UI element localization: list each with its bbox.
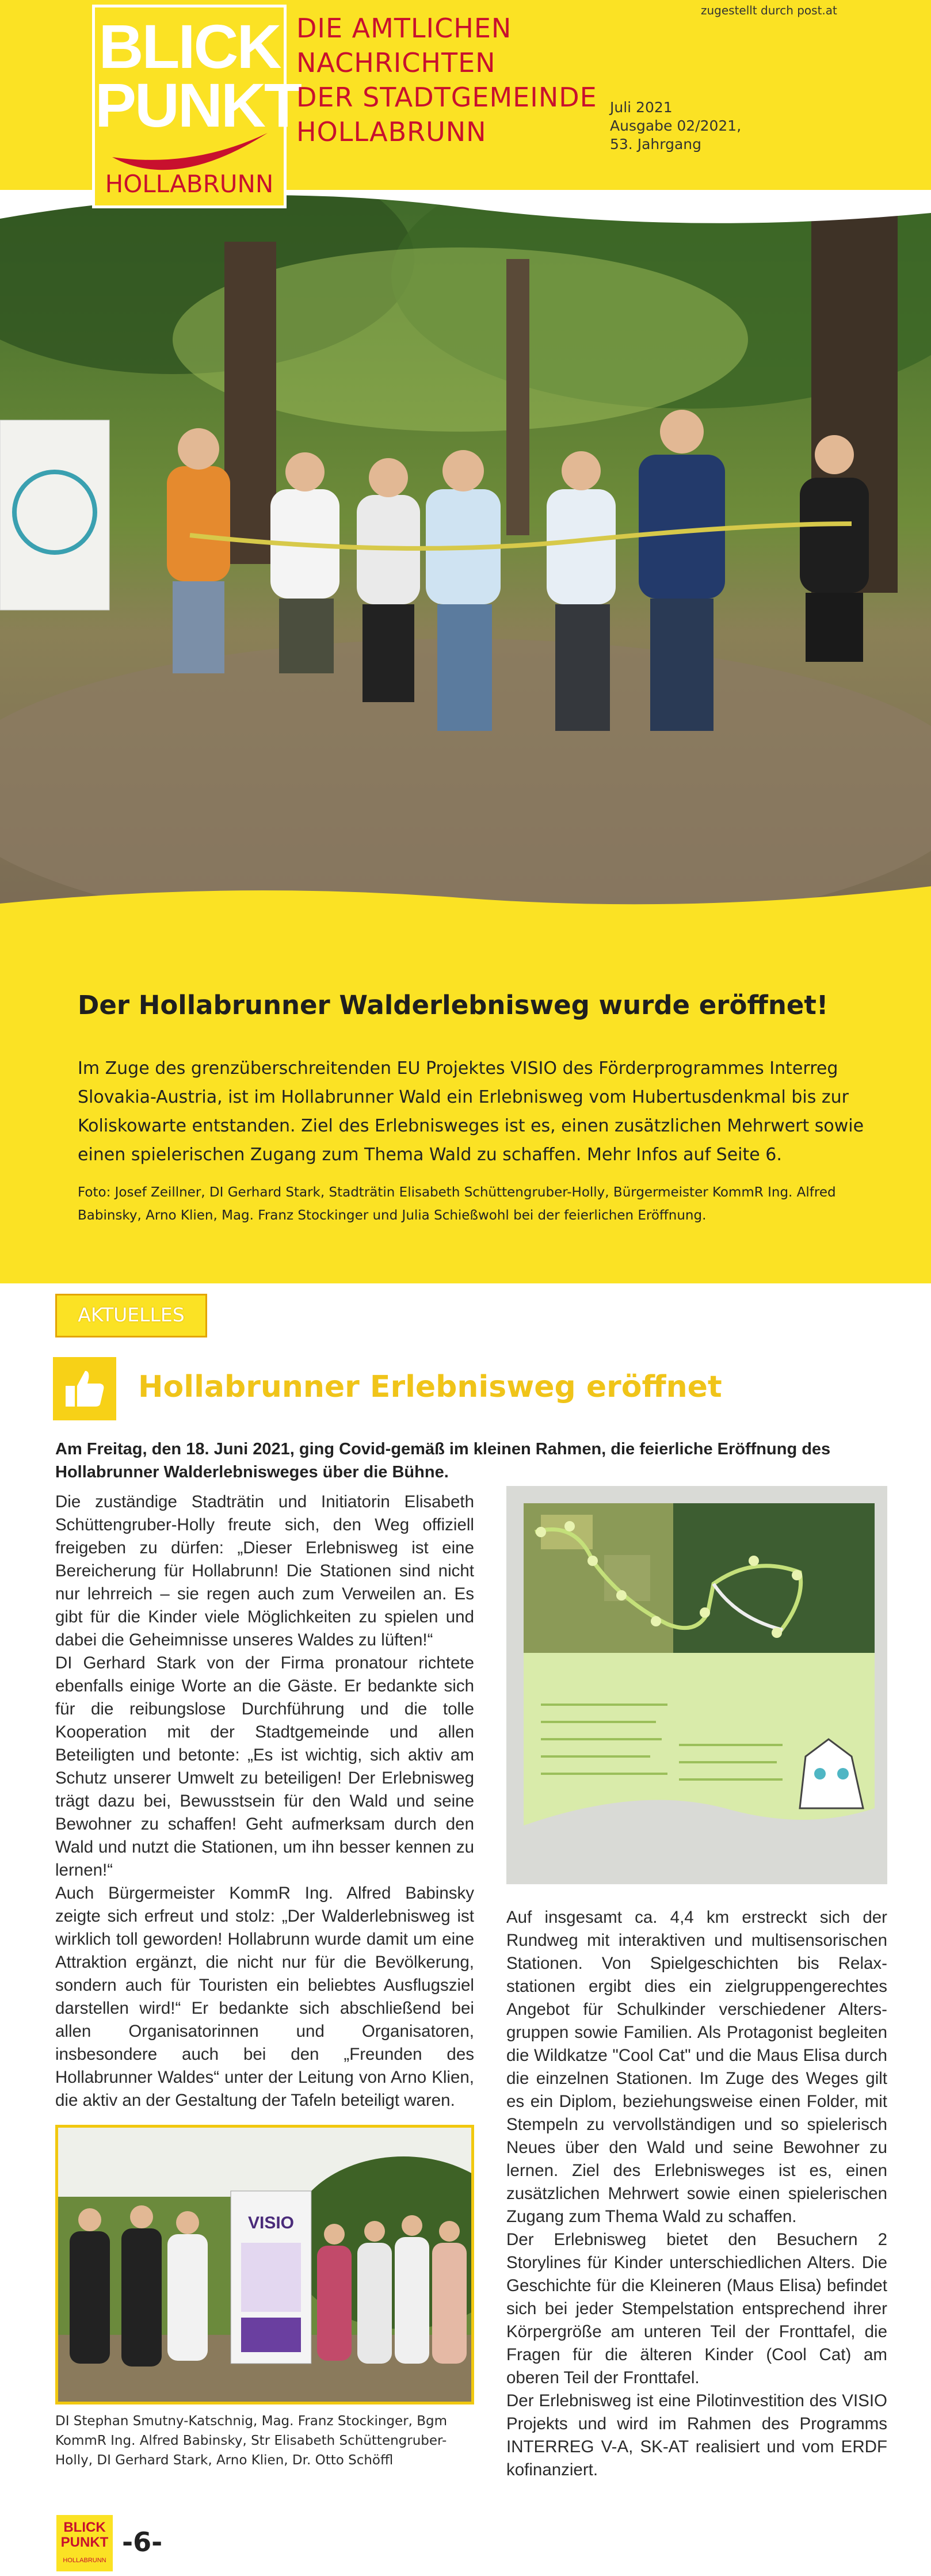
masthead-title-line-2: NACHRICHTEN (296, 47, 496, 78)
thumbs-up-badge (53, 1357, 116, 1420)
cover-teaser-text: Im Zuge des grenzüberschreitenden EU Projektes VISIO des Förderprogrammes Interreg Slovakia-Austria, ist im Hollabrunner Wald ein Erlebnisweg vom Hubertusdenkmal bis zur Koliskowarte entstanden. Ziel des Erlebnisweges ist es, einen zusätzlichen Mehrwert sowie einen spielerischen Zugang zum Thema Wald zu schaffen. Mehr Infos auf Seite 6. (78, 1058, 864, 1165)
group-photo-caption: DI Stephan Smutny-Katschnig, Mag. Franz Stockinger, Bgm KommR Ing. Alfred Babinsky, Str Elisabeth Schüttengruber-Holly, DI Gerhard Stark, Arno Klien, Dr. Otto Schöffl (55, 2414, 448, 2468)
paragraph-rundweg: Auf insgesamt ca. 4,4 km erstreckt sich der Rundweg mit interaktiven und multisensorischen Stationen. Von Spielgeschichten bis Relax-stationen ergibt dies ein zielgruppengerechtes Angebot für Schulkinder verschiedener Alters-gruppen sowie Familien. Als Protagonist begleiten die Wildkatze "Cool Cat" und die Maus Elisa durch die einzelnen Stationen. Im Zuge des Weges gilt es ein Diplom, beziehungsweise einen Folder, mit Stempeln zu vervollständigen und so spielerisch Neues über den Wald und seine Bewohner zu lernen. Ziel des Erlebnisweges ist es, einen zusätzlichen Mehrwert sowie einen spielerischen Zugang zum Thema Wald zu schaffen. (506, 1908, 887, 2226)
trail-map (506, 1486, 887, 1884)
cover-photo-caption: Foto: Josef Zeillner, DI Gerhard Stark, Stadträtin Elisabeth Schüttengruber-Holly, Bürgermeister KommR Ing. Alfred Babinsky, Arno Klien, Mag. Franz Stockinger und Julia Schießwohl bei der feierlichen Eröffnung. (78, 1185, 836, 1223)
logo-word-blick: BLICK (98, 12, 280, 81)
footer-logo-blick: BLICK (63, 2520, 106, 2535)
masthead-title-line-3: DER STADTGEMEINDE (296, 82, 597, 113)
masthead-title-line-1: DIE AMTLICHEN (296, 13, 512, 44)
logo-word-punkt: PUNKT (95, 70, 300, 140)
issue-year: 53. Jahrgang (610, 136, 701, 153)
article-left-column (55, 1491, 474, 2112)
paragraph-stark: DI Gerhard Stark von der Firma pronatour richtete ebenfalls einige Worte an die Gäste. Er bedankte sich für die reibungslose Durchführung und die tolle Kooperation mit der Stadtgemeinde und allen Beteiligten und betonte: „Es ist wichtig, sich aktiv am Schutz unserer Umwelt zu beteiligen! Der Erlebnisweg trägt dazu bei, Bewusstsein für den Wald und seine Bewohner zu schaffen! Geht aufmerksam durch den Wald und nutzt die Stationen, um ihn besser kennen zu lernen!“ (55, 1653, 474, 1880)
group-photo (55, 2125, 474, 2404)
article-lead: Am Freitag, den 18. Juni 2021, ging Covid-gemäß im kleinen Rahmen, die feierliche Eröffnung des Hollabrunner Walderlebnisweges über die Bühne. (55, 1440, 831, 1481)
inside-page (0, 1283, 931, 2576)
thumbs-up-icon (62, 1366, 107, 1411)
logo-town-name: HOLLABRUNN (105, 170, 274, 198)
group-photo-image (58, 2128, 471, 2402)
masthead-title-line-4: HOLLABRUNN (296, 116, 487, 147)
cover-headline: Der Hollabrunner Walderlebnisweg wurde eröffnet! (78, 990, 829, 1020)
trail-map-image (506, 1486, 887, 1884)
cover-page (0, 0, 931, 1283)
cover-photo (0, 190, 931, 927)
masthead-logo (92, 5, 300, 208)
issue-date: Juli 2021 (610, 99, 673, 116)
paragraph-stadtraetin: Die zuständige Stadträtin und Initiatorin Elisabeth Schüttengruber-Holly freute sich, den Weg offiziell freigeben zu dürfen: „Dieser Erlebnisweg ist eine Bereicherung für Hollabrunn! Die Stationen sind nicht nur lehrreich – sie regen auch zum Verweilen an. Es gibt für die Kinder viele Möglichkeiten zu spielen und dabei die Geheimnisse unseres Waldes zu lüften!“ (55, 1492, 474, 1649)
footer-logo-punkt: PUNKT (60, 2535, 109, 2550)
postal-note: zugestellt durch post.at (701, 3, 837, 17)
paragraph-storylines: Der Erlebnisweg bietet den Besuchern 2 Storylines für Kinder unterschiedlichen Alters. Die Geschichte für die Kleineren (Maus Elisa) befindet sich bei jeder Stempelstation entsprechend ihrer Körpergröße am unteren Teil der Fronttafel, die Fragen für die älteren Kinder (Cool Cat) am oberen Teil der Fronttafel. (506, 2230, 887, 2387)
paragraph-funding: Der Erlebnisweg ist eine Pilotinvestition des VISIO Projekts und wird im Rahmen des Programms INTERREG V-A, SK-AT realisiert und vom ERDF kofinanziert. (506, 2391, 887, 2479)
article-right-column (506, 1906, 887, 2482)
logo-swoosh-icon (106, 128, 273, 174)
forest-opening-photo (0, 190, 931, 927)
section-tag-label: AKTUELLES (78, 1304, 185, 1326)
footer-logo (55, 2514, 114, 2573)
visio-banner-text: VISIO (247, 2213, 295, 2232)
paragraph-buergermeister: Auch Bürgermeister KommR Ing. Alfred Babinsky zeigte sich erfreut und stolz: „Der Walderlebnisweg ist wirklich toll geworden! Hollabrunn wurde damit um eine Attraktion ergänzt, die nicht nur für die Bevölkerung, sondern auch für Touristen ein beliebtes Ausflugsziel darstellen wird!“ Er bedankte sich abschließend bei allen Organisatorinnen und Organisatoren, insbesondere auch bei den „Freunden des Hollabrunner Waldes“ unter der Leitung von Arno Klien, die aktiv an der Gestaltung der Tafeln beteiligt waren. (55, 1884, 474, 2110)
issue-number: Ausgabe 02/2021, (610, 117, 742, 134)
section-tag (55, 1294, 207, 1337)
article-title: Hollabrunner Erlebnisweg eröffnet (138, 1370, 722, 1404)
footer-logo-town: HOLLABRUNN (63, 2557, 106, 2564)
page-number: -6- (122, 2527, 163, 2558)
